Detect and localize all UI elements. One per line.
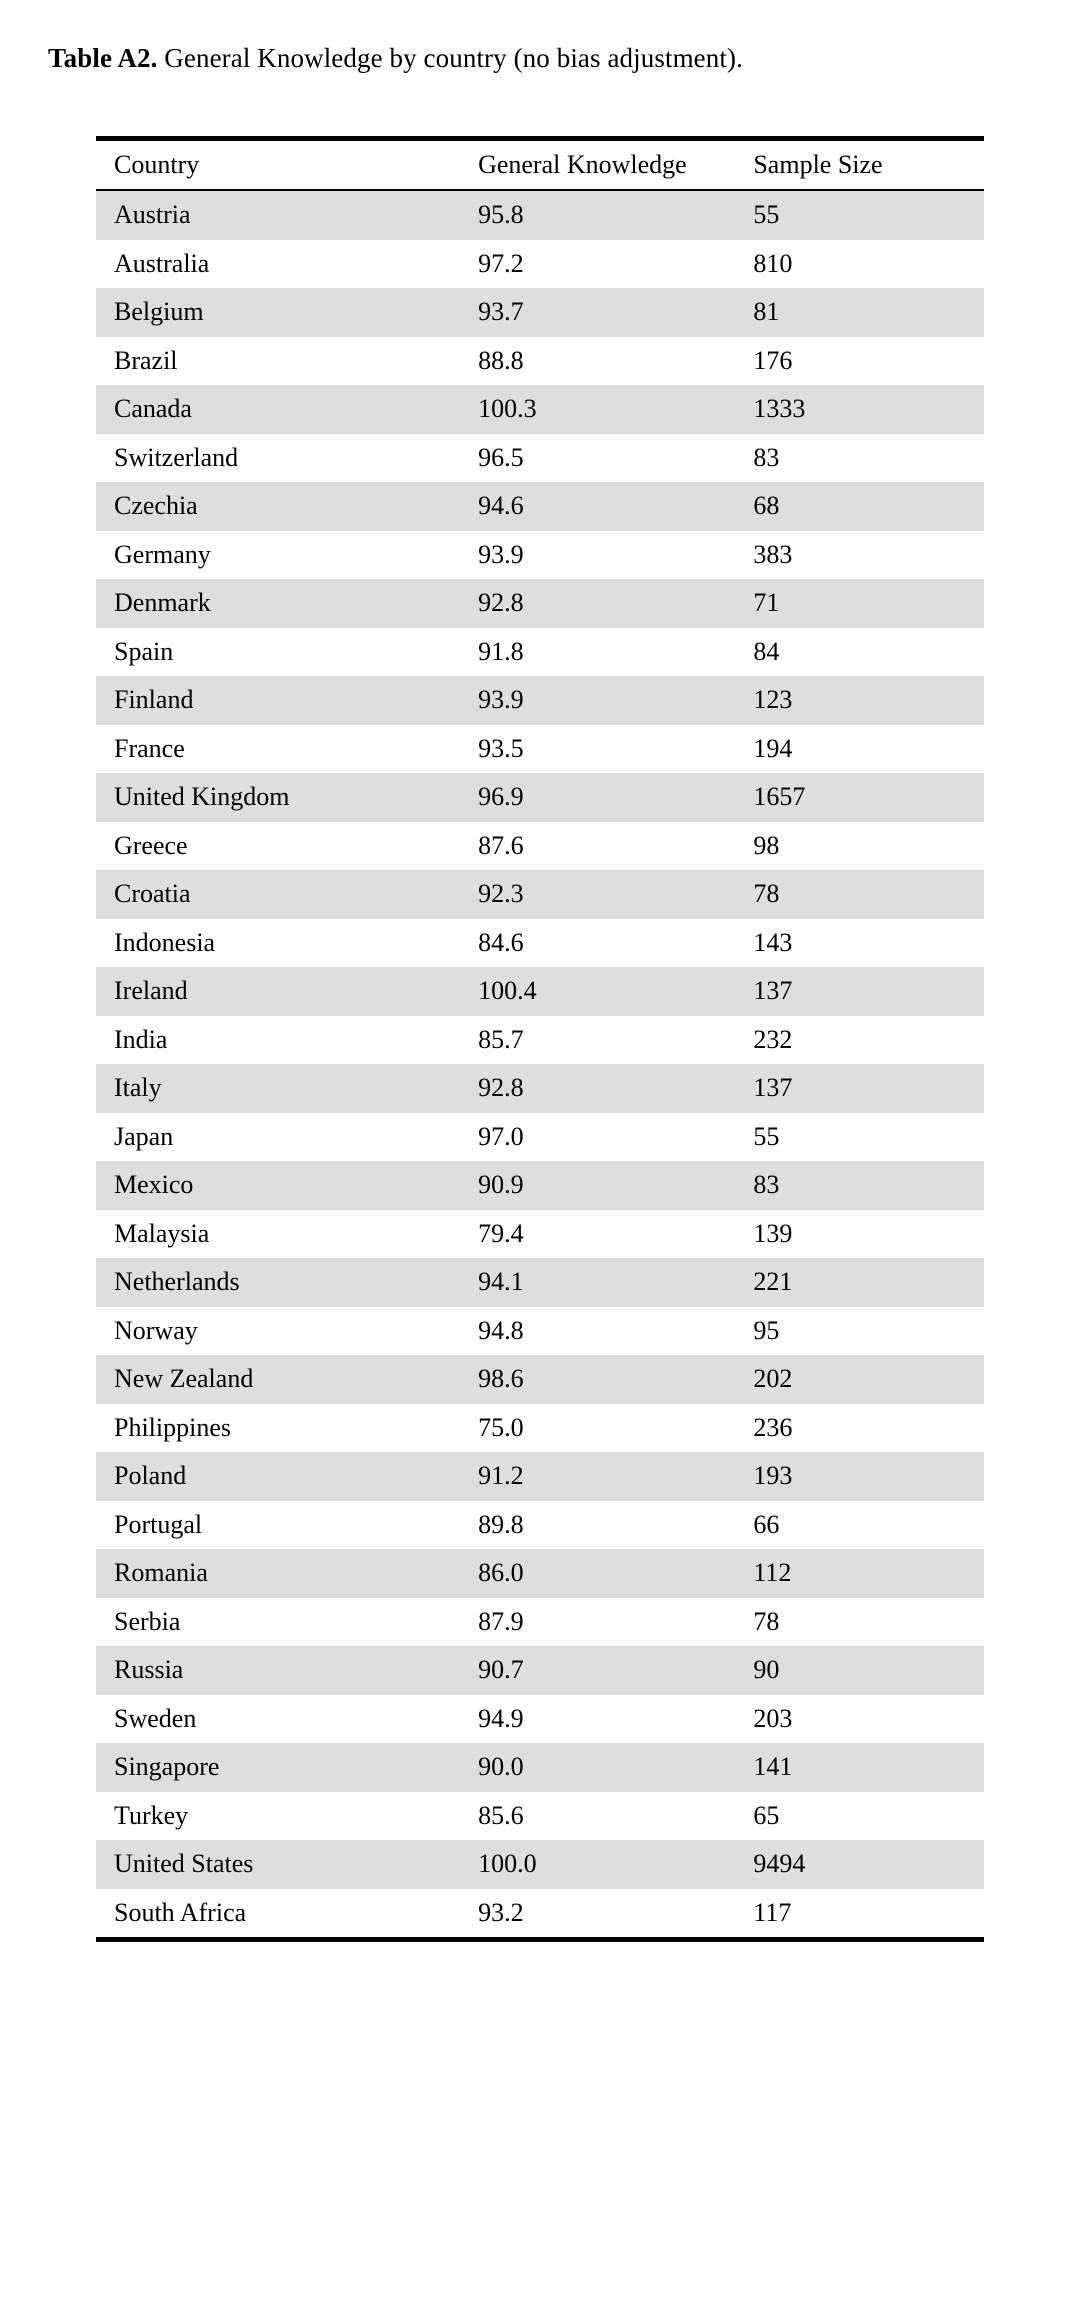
cell-general-knowledge: 100.3 <box>460 385 735 434</box>
cell-country: Mexico <box>96 1161 460 1210</box>
cell-country: Belgium <box>96 288 460 337</box>
cell-general-knowledge: 95.8 <box>460 190 735 240</box>
table-row <box>96 434 984 483</box>
cell-sample-size: 84 <box>735 628 984 677</box>
cell-sample-size: 83 <box>735 1161 984 1210</box>
cell-country: France <box>96 725 460 774</box>
table-row <box>96 1161 984 1210</box>
table-row <box>96 725 984 774</box>
cell-country: Portugal <box>96 1501 460 1550</box>
table-row <box>96 1258 984 1307</box>
cell-sample-size: 236 <box>735 1404 984 1453</box>
cell-general-knowledge: 84.6 <box>460 919 735 968</box>
table-row <box>96 288 984 337</box>
cell-sample-size: 123 <box>735 676 984 725</box>
cell-country: Ireland <box>96 967 460 1016</box>
table-row <box>96 1695 984 1744</box>
cell-country: Australia <box>96 240 460 289</box>
cell-general-knowledge: 90.7 <box>460 1646 735 1695</box>
cell-general-knowledge: 93.5 <box>460 725 735 774</box>
cell-sample-size: 232 <box>735 1016 984 1065</box>
column-header-sample-size: Sample Size <box>735 139 984 191</box>
cell-country: Netherlands <box>96 1258 460 1307</box>
cell-country: United Kingdom <box>96 773 460 822</box>
cell-general-knowledge: 92.8 <box>460 1064 735 1113</box>
cell-sample-size: 83 <box>735 434 984 483</box>
table-row <box>96 1743 984 1792</box>
cell-general-knowledge: 85.6 <box>460 1792 735 1841</box>
table-row <box>96 1113 984 1162</box>
table-row <box>96 1016 984 1065</box>
table-row <box>96 628 984 677</box>
table-bottom-rule <box>96 1937 984 1942</box>
cell-sample-size: 141 <box>735 1743 984 1792</box>
cell-general-knowledge: 90.0 <box>460 1743 735 1792</box>
cell-sample-size: 194 <box>735 725 984 774</box>
cell-general-knowledge: 75.0 <box>460 1404 735 1453</box>
cell-sample-size: 55 <box>735 1113 984 1162</box>
table-row <box>96 1355 984 1404</box>
table-row <box>96 1210 984 1259</box>
cell-country: Switzerland <box>96 434 460 483</box>
cell-country: Greece <box>96 822 460 871</box>
table-row <box>96 1646 984 1695</box>
cell-country: New Zealand <box>96 1355 460 1404</box>
general-knowledge-table <box>96 136 984 1937</box>
cell-general-knowledge: 87.9 <box>460 1598 735 1647</box>
cell-general-knowledge: 94.8 <box>460 1307 735 1356</box>
cell-general-knowledge: 100.0 <box>460 1840 735 1889</box>
cell-sample-size: 9494 <box>735 1840 984 1889</box>
table-header <box>96 139 984 191</box>
cell-country: Canada <box>96 385 460 434</box>
cell-sample-size: 71 <box>735 579 984 628</box>
table-row <box>96 1452 984 1501</box>
cell-sample-size: 221 <box>735 1258 984 1307</box>
cell-country: Malaysia <box>96 1210 460 1259</box>
cell-sample-size: 95 <box>735 1307 984 1356</box>
cell-country: Finland <box>96 676 460 725</box>
cell-sample-size: 383 <box>735 531 984 580</box>
table-row <box>96 676 984 725</box>
cell-sample-size: 81 <box>735 288 984 337</box>
cell-general-knowledge: 92.3 <box>460 870 735 919</box>
cell-sample-size: 1333 <box>735 385 984 434</box>
cell-sample-size: 193 <box>735 1452 984 1501</box>
cell-sample-size: 176 <box>735 337 984 386</box>
cell-country: Singapore <box>96 1743 460 1792</box>
cell-country: Brazil <box>96 337 460 386</box>
table-row <box>96 531 984 580</box>
cell-general-knowledge: 87.6 <box>460 822 735 871</box>
table-row <box>96 1501 984 1550</box>
cell-sample-size: 137 <box>735 1064 984 1113</box>
cell-general-knowledge: 93.7 <box>460 288 735 337</box>
table-row <box>96 1064 984 1113</box>
table-caption-label: Table A2. <box>48 43 158 73</box>
table-row <box>96 773 984 822</box>
cell-sample-size: 66 <box>735 1501 984 1550</box>
cell-country: Italy <box>96 1064 460 1113</box>
table-caption <box>48 40 1032 76</box>
cell-country: Turkey <box>96 1792 460 1841</box>
cell-sample-size: 65 <box>735 1792 984 1841</box>
cell-sample-size: 117 <box>735 1889 984 1938</box>
cell-sample-size: 55 <box>735 190 984 240</box>
table-row <box>96 579 984 628</box>
cell-general-knowledge: 94.1 <box>460 1258 735 1307</box>
cell-general-knowledge: 93.9 <box>460 531 735 580</box>
cell-country: Austria <box>96 190 460 240</box>
cell-sample-size: 68 <box>735 482 984 531</box>
cell-sample-size: 78 <box>735 1598 984 1647</box>
table-caption-text: General Knowledge by country (no bias adjustment). <box>157 43 743 73</box>
cell-general-knowledge: 96.9 <box>460 773 735 822</box>
table-row <box>96 190 984 240</box>
cell-country: Serbia <box>96 1598 460 1647</box>
cell-sample-size: 112 <box>735 1549 984 1598</box>
cell-country: Indonesia <box>96 919 460 968</box>
cell-sample-size: 98 <box>735 822 984 871</box>
cell-country: Sweden <box>96 1695 460 1744</box>
cell-general-knowledge: 98.6 <box>460 1355 735 1404</box>
cell-sample-size: 90 <box>735 1646 984 1695</box>
cell-general-knowledge: 93.9 <box>460 676 735 725</box>
cell-sample-size: 1657 <box>735 773 984 822</box>
table-row <box>96 870 984 919</box>
cell-general-knowledge: 91.8 <box>460 628 735 677</box>
cell-sample-size: 143 <box>735 919 984 968</box>
cell-country: Croatia <box>96 870 460 919</box>
table-row <box>96 1404 984 1453</box>
cell-country: Spain <box>96 628 460 677</box>
cell-country: Japan <box>96 1113 460 1162</box>
table-row <box>96 1549 984 1598</box>
cell-country: Philippines <box>96 1404 460 1453</box>
table-row <box>96 385 984 434</box>
column-header-general-knowledge: General Knowledge <box>460 139 735 191</box>
cell-country: Denmark <box>96 579 460 628</box>
cell-sample-size: 203 <box>735 1695 984 1744</box>
table-row <box>96 1792 984 1841</box>
table-row <box>96 482 984 531</box>
table-row <box>96 1307 984 1356</box>
table-row <box>96 240 984 289</box>
cell-country: Czechia <box>96 482 460 531</box>
cell-sample-size: 202 <box>735 1355 984 1404</box>
table-row <box>96 1889 984 1938</box>
table-row <box>96 1598 984 1647</box>
cell-general-knowledge: 94.6 <box>460 482 735 531</box>
cell-country: United States <box>96 1840 460 1889</box>
cell-general-knowledge: 91.2 <box>460 1452 735 1501</box>
table-row <box>96 1840 984 1889</box>
cell-general-knowledge: 97.0 <box>460 1113 735 1162</box>
cell-country: Romania <box>96 1549 460 1598</box>
cell-general-knowledge: 100.4 <box>460 967 735 1016</box>
cell-sample-size: 810 <box>735 240 984 289</box>
cell-general-knowledge: 92.8 <box>460 579 735 628</box>
table-container <box>96 136 984 1937</box>
cell-general-knowledge: 97.2 <box>460 240 735 289</box>
cell-country: Norway <box>96 1307 460 1356</box>
cell-sample-size: 78 <box>735 870 984 919</box>
cell-general-knowledge: 88.8 <box>460 337 735 386</box>
table-row <box>96 967 984 1016</box>
cell-general-knowledge: 94.9 <box>460 1695 735 1744</box>
cell-general-knowledge: 89.8 <box>460 1501 735 1550</box>
cell-general-knowledge: 93.2 <box>460 1889 735 1938</box>
table-row <box>96 822 984 871</box>
cell-general-knowledge: 96.5 <box>460 434 735 483</box>
table-row <box>96 337 984 386</box>
cell-general-knowledge: 90.9 <box>460 1161 735 1210</box>
cell-sample-size: 139 <box>735 1210 984 1259</box>
cell-country: Poland <box>96 1452 460 1501</box>
cell-country: Russia <box>96 1646 460 1695</box>
cell-general-knowledge: 85.7 <box>460 1016 735 1065</box>
cell-country: Germany <box>96 531 460 580</box>
cell-country: South Africa <box>96 1889 460 1938</box>
cell-country: India <box>96 1016 460 1065</box>
cell-general-knowledge: 79.4 <box>460 1210 735 1259</box>
cell-general-knowledge: 86.0 <box>460 1549 735 1598</box>
cell-sample-size: 137 <box>735 967 984 1016</box>
table-row <box>96 919 984 968</box>
table-body <box>96 190 984 1937</box>
column-header-country: Country <box>96 139 460 191</box>
